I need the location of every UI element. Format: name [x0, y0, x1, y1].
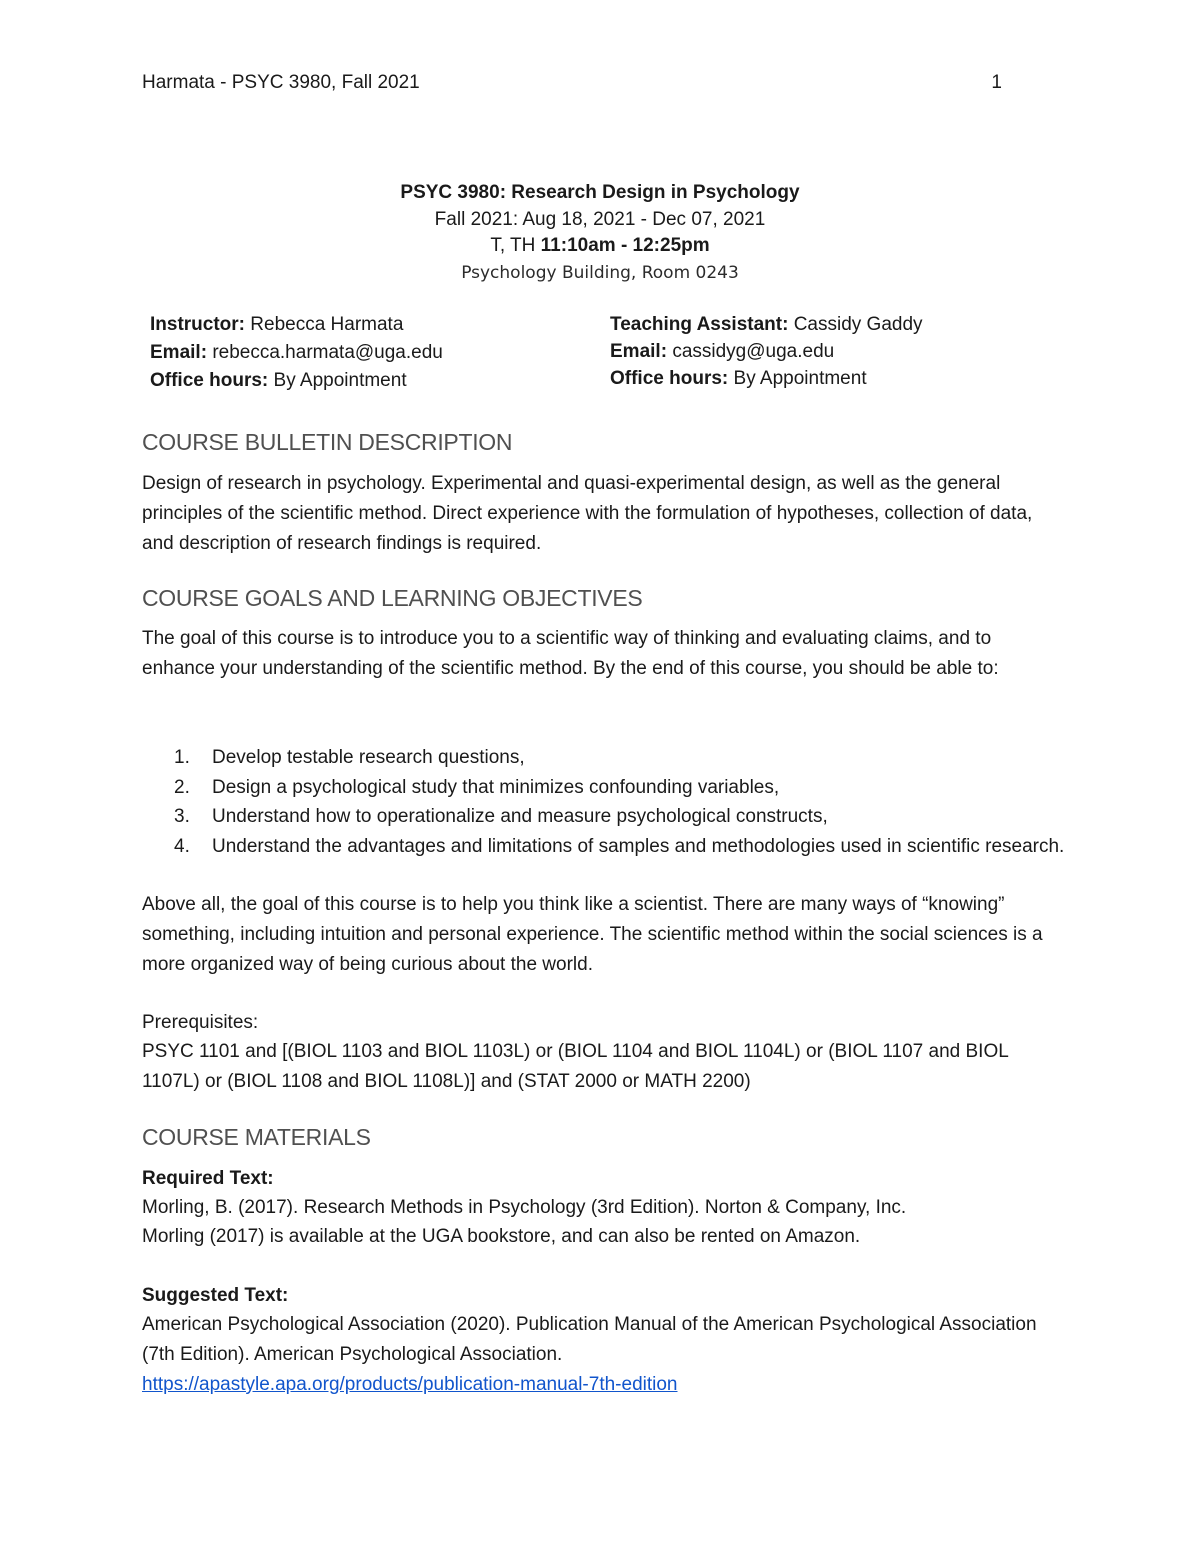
objective-text: Develop testable research questions, — [212, 747, 525, 768]
list-number: 1. — [174, 747, 190, 768]
bulletin-heading: COURSE BULLETIN DESCRIPTION — [142, 429, 513, 455]
list-item — [142, 802, 1072, 832]
instructor-name: Rebecca Harmata — [250, 314, 404, 335]
required-citation: Morling, B. (2017). Research Methods in Psychology (3rd Edition). Norton & Company, Inc. — [142, 1197, 907, 1218]
suggested-link-line — [142, 1370, 1062, 1400]
ta-contact — [610, 311, 923, 392]
apa-manual-link[interactable]: https://apastyle.apa.org/products/publication-manual-7th-edition — [142, 1374, 678, 1395]
goals-intro: The goal of this course is to introduce you to a scientific way of thinking and evaluating claims, and to enhance your understanding of the scientific method. By the end of this course, you should be able to: — [142, 628, 999, 679]
list-item — [142, 832, 1072, 862]
instructor-hours-label: Office hours: — [150, 370, 269, 391]
page-number: 1 — [991, 72, 1002, 93]
course-title: PSYC 3980: Research Design in Psychology — [400, 182, 800, 203]
materials-heading: COURSE MATERIALS — [142, 1124, 371, 1150]
suggested-label: Suggested Text: — [142, 1285, 289, 1306]
ta-hours: By Appointment — [733, 368, 867, 389]
ta-hours-label: Office hours: — [610, 368, 729, 389]
goals-heading: COURSE GOALS AND LEARNING OBJECTIVES — [142, 585, 643, 611]
suggested-text-label — [142, 1281, 1062, 1311]
meeting-days: T, TH — [490, 235, 541, 256]
instructor-hours: By Appointment — [273, 370, 407, 391]
instructor-email: rebecca.harmata@uga.edu — [212, 342, 443, 363]
suggested-citation: American Psychological Association (2020). Publication Manual of the American Psychological Association (7th Edition). American Psychological Association. — [142, 1314, 1037, 1365]
ta-email-label: Email: — [610, 341, 668, 362]
meeting-time: 11:10am - 12:25pm — [540, 235, 710, 256]
instructor-contact — [150, 311, 443, 395]
instructor-email-label: Email: — [150, 342, 208, 363]
objective-text: Understand the advantages and limitations of samples and methodologies used in scientific research. — [212, 835, 1065, 857]
ta-label: Teaching Assistant: — [610, 314, 789, 335]
list-item — [142, 773, 1072, 803]
instructor-label: Instructor: — [150, 314, 245, 335]
ta-name: Cassidy Gaddy — [793, 314, 923, 335]
objectives-list — [142, 743, 1072, 861]
term-dates: Fall 2021: Aug 18, 2021 - Dec 07, 2021 — [434, 208, 766, 230]
prerequisites-text: PSYC 1101 and [(BIOL 1103 and BIOL 1103L) or (BIOL 1104 and BIOL 1104L) or (BIOL 1107 and BIOL 1107L) or (BIOL 1108 and BIOL 1108L)] and (STAT 2000 or MATH 2200) — [142, 1041, 1009, 1092]
list-number: 3. — [174, 806, 190, 827]
prerequisites-label: Prerequisites: — [142, 1012, 259, 1033]
objective-text: Design a psychological study that minimizes confounding variables, — [212, 776, 780, 798]
goals-summary: Above all, the goal of this course is to help you think like a scientist. There are many ways of “knowing” something, including intuition and personal experience. The scientific method within the social sciences is a more organized way of being curious about the world. — [142, 894, 1043, 975]
bulletin-text: Design of research in psychology. Experimental and quasi-experimental design, as well as the general principles of the scientific method. Direct experience with the formulation of hypotheses, collection of data, and description of research findings is required. — [142, 473, 1033, 554]
required-text-label — [142, 1164, 1062, 1194]
ta-email: cassidyg@uga.edu — [672, 341, 835, 362]
objective-text: Understand how to operationalize and measure psychological constructs, — [212, 806, 828, 827]
course-location: Psychology Building, Room 0243 — [461, 262, 739, 283]
required-label: Required Text: — [142, 1168, 274, 1189]
list-number: 2. — [174, 776, 190, 798]
course-title-block — [0, 180, 1200, 286]
list-item — [142, 743, 1072, 773]
meeting-times — [0, 233, 1200, 260]
running-header — [142, 72, 1002, 94]
list-number: 4. — [174, 835, 190, 857]
required-note: Morling (2017) is available at the UGA bookstore, and can also be rented on Amazon. — [142, 1226, 861, 1247]
running-title: Harmata - PSYC 3980, Fall 2021 — [142, 72, 420, 93]
